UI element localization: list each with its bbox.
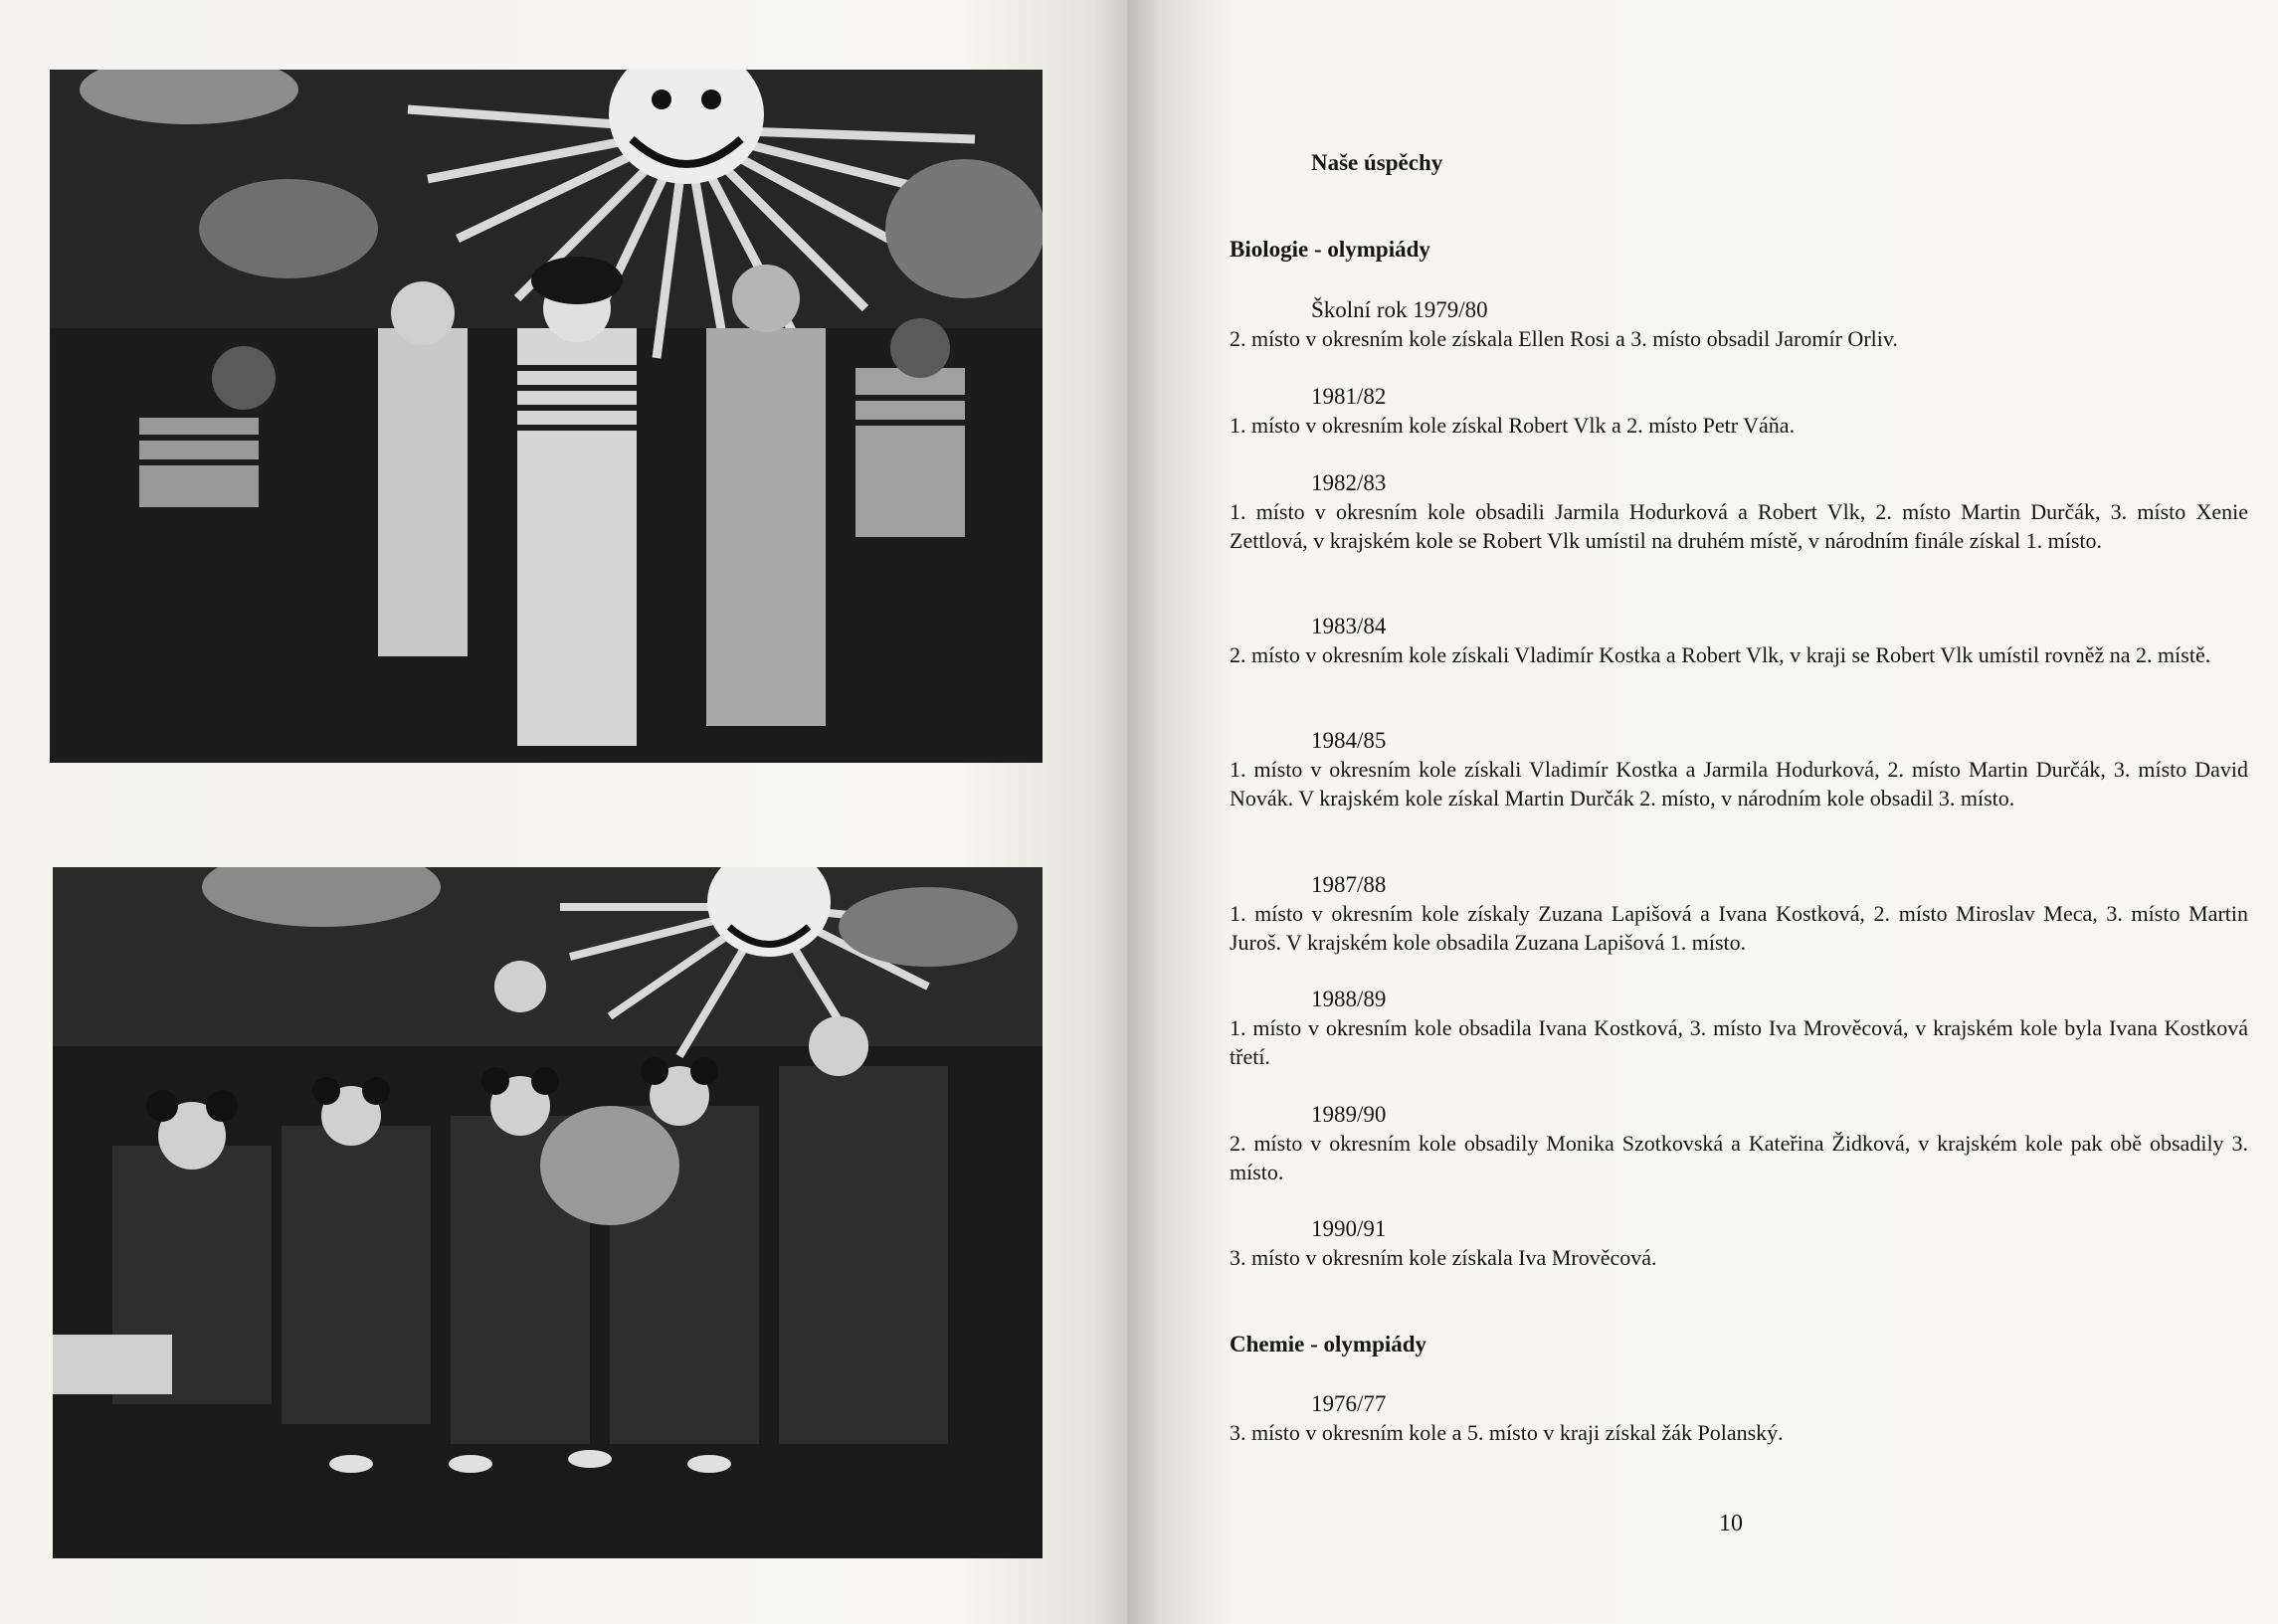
left-page bbox=[0, 0, 1127, 1624]
page-title: Naše úspěchy bbox=[1311, 150, 1443, 175]
entry-text: 1. místo v okresním kole obsadili Jarmila Hodurková a Robert Vlk, 2. místo Martin Durčák, 3. místo Xenie Zettlová, v krajském kole se Robert Vlk umístil na druhém místě, v národním finále získal 1. místo. bbox=[1230, 499, 2248, 553]
entry-text: 1. místo v okresním kole získaly Zuzana Lapišová a Ivana Kostková, 2. místo Miroslav Meca, 3. místo Martin Juroš. V krajském kole obsadila Zuzana Lapišová 1. místo. bbox=[1230, 901, 2248, 955]
entry-text: 2. místo v okresním kole obsadily Monika Szotkovská a Kateřina Židková, v krajském kole pak obě obsadily 3. místo. bbox=[1230, 1131, 2248, 1184]
entry-year: 1989/90 bbox=[1311, 1102, 1387, 1127]
entry-year: 1976/77 bbox=[1311, 1391, 1387, 1416]
entry-text: 1. místo v okresním kole obsadila Ivana Kostková, 3. místo Iva Mrověcová, v krajském kole byla Ivana Kostková třetí. bbox=[1230, 1015, 2248, 1069]
entry-1990-91 bbox=[1230, 1214, 2248, 1272]
entry-year: 1983/84 bbox=[1311, 614, 1387, 638]
entry-text: 3. místo v okresním kole získala Iva Mrověcová. bbox=[1230, 1245, 1657, 1270]
entry-1983-84 bbox=[1230, 612, 2248, 669]
entry-text: 1. místo v okresním kole získal Robert Vlk a 2. místo Petr Váňa. bbox=[1230, 413, 1796, 438]
entry-1976-77 bbox=[1230, 1389, 2248, 1447]
entry-year: 1984/85 bbox=[1311, 728, 1387, 753]
page-number: 10 bbox=[1719, 1511, 1743, 1536]
entry-1982-83 bbox=[1230, 468, 2248, 555]
photo-stage-clowns bbox=[50, 70, 1043, 763]
entry-year: 1987/88 bbox=[1311, 872, 1387, 897]
entry-text: 3. místo v okresním kole a 5. místo v kraji získal žák Polanský. bbox=[1230, 1420, 1784, 1445]
entry-year: 1990/91 bbox=[1311, 1216, 1387, 1241]
entry-text: 2. místo v okresním kole získali Vladimír Kostka a Robert Vlk, v kraji se Robert Vlk umístil rovněž na 2. místě. bbox=[1230, 642, 2211, 667]
entry-1979-80 bbox=[1230, 295, 2248, 353]
entry-1987-88 bbox=[1230, 870, 2248, 957]
entry-text: 2. místo v okresním kole získala Ellen Rosi a 3. místo obsadil Jaromír Orliv. bbox=[1230, 326, 1898, 351]
entry-year: Školní rok 1979/80 bbox=[1311, 297, 1488, 322]
section-heading-biologie: Biologie - olympiády bbox=[1230, 237, 1430, 262]
photo-stage-mice bbox=[53, 867, 1043, 1558]
entry-text: 1. místo v okresním kole získali Vladimír Kostka a Jarmila Hodurková, 2. místo Martin Durčák, 3. místo David Novák. V krajském kole získal Martin Durčák 2. místo, v národním kole obsadil 3. místo. bbox=[1230, 757, 2248, 811]
entry-1988-89 bbox=[1230, 985, 2248, 1071]
entry-year: 1981/82 bbox=[1311, 384, 1387, 409]
entry-1981-82 bbox=[1230, 382, 2248, 440]
entry-year: 1988/89 bbox=[1311, 987, 1387, 1011]
entry-1984-85 bbox=[1230, 726, 2248, 812]
entry-year: 1982/83 bbox=[1311, 470, 1387, 495]
section-heading-chemie: Chemie - olympiády bbox=[1230, 1332, 1427, 1356]
entry-1989-90 bbox=[1230, 1100, 2248, 1186]
